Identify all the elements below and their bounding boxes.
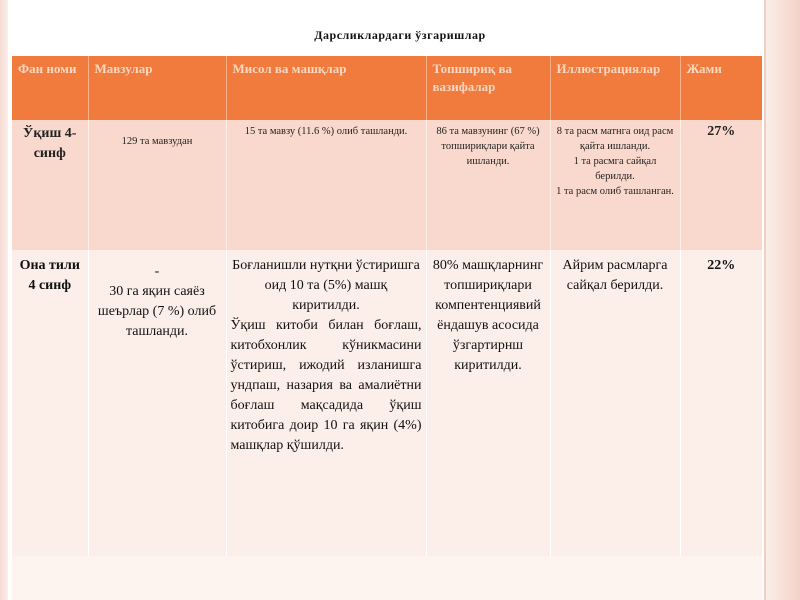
cell-total: 22%	[680, 250, 762, 562]
cell-illustrations: Айрим расмларга сайқал берилди.	[550, 250, 680, 562]
header-total: Жами	[680, 56, 762, 120]
cell-examples: 15 та мавзу (11.6 %) олиб ташланди.	[226, 120, 426, 250]
header-topics: Мавзулар	[88, 56, 226, 120]
left-decorative-border	[0, 0, 8, 600]
illustration-line: 1 та расмга сайқал берилди.	[573, 156, 657, 182]
examples-paragraph-1: Боғланишли нутқни ўстиришга оид 10 та (5%) машқ киритилди.	[232, 258, 420, 313]
header-subject: Фан номи	[12, 56, 88, 120]
slide-title: Дарсликлардаги ўзгаришлар	[314, 28, 486, 42]
changes-table	[12, 56, 762, 562]
illustration-line: 1 та расм олиб ташланган.	[556, 186, 674, 197]
table-row	[12, 120, 762, 250]
cell-illustrations	[550, 120, 680, 250]
examples-paragraph-2: Ўқиш китоби билан боғлаш, китобхонлик кўникмасини ўстириш, ижодий изланишга ундпаш, назария ва амалиётни боғлаш мақсадида ўқиш китобига доир 10 га яқин (4%) машқлар қўшилди.	[230, 318, 422, 453]
cell-examples	[226, 250, 426, 562]
cell-subject: Ўқиш 4-синф	[12, 120, 88, 250]
header-tasks: Топшириқ ва вазифалар	[426, 56, 550, 120]
cell-topics-dash: -	[154, 264, 160, 279]
cell-total: 27%	[680, 120, 762, 250]
header-illustrations: Иллюстрациялар	[550, 56, 680, 120]
header-examples: Мисол ва машқлар	[226, 56, 426, 120]
cell-topics-text: 30 га яқин саяёз шеърлар (7 %) олиб ташланди.	[97, 284, 217, 339]
cell-topics	[88, 120, 226, 250]
right-decorative-border	[766, 0, 800, 600]
cell-topics-text: 129 та мавзудан	[121, 136, 193, 147]
table-bottom-band	[12, 556, 762, 600]
table-row	[12, 250, 762, 562]
cell-tasks: 80% машқларнинг топшириқлари компентенциявий ёндашув асосида ўзгартирнш киритилди.	[426, 250, 550, 562]
cell-tasks: 86 та мавзунинг (67 %) топшириқлари қайта ишланди.	[426, 120, 550, 250]
table-header-row	[12, 56, 762, 120]
illustration-line: 8 та расм матнга оид расм қайта ишланди.	[556, 126, 674, 152]
cell-subject: Она тили 4 синф	[12, 250, 88, 562]
cell-topics	[88, 250, 226, 562]
